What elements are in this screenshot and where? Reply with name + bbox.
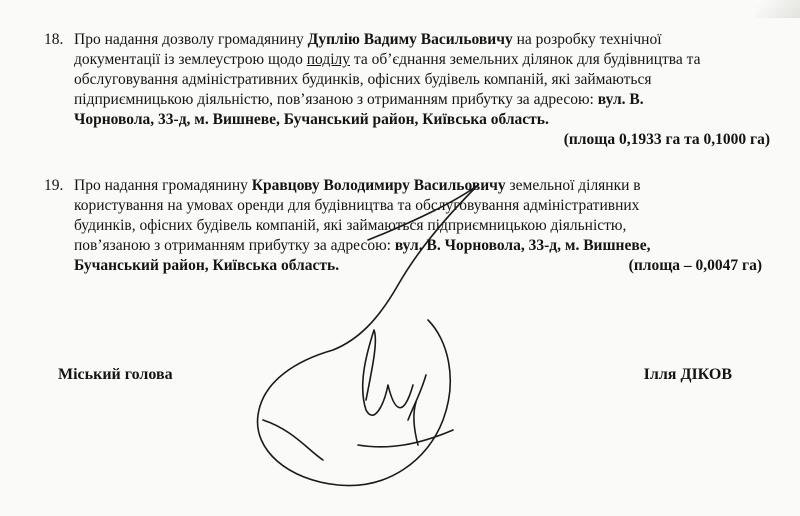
handwritten-signature	[248, 180, 548, 516]
text-run: документації із землеустрою щодо	[74, 51, 307, 68]
text-run: підприємницькою діяльністю, пов’язаною з отриманням прибутку за адресою:	[74, 91, 598, 108]
item-number: 18.	[44, 31, 64, 48]
text-run: на розробку технічної	[512, 31, 662, 48]
item-line: користування на умовах оренди для будівництва та обслуговування адміністративних	[74, 197, 640, 214]
text-run: Про надання громадянину	[74, 177, 252, 194]
text-run: та об’єднання земельних ділянок для будівництва та	[350, 51, 701, 68]
text-run: пов’язаною з отриманням прибутку за адресою:	[74, 237, 395, 254]
address: вул. В.	[597, 91, 644, 108]
item-line	[74, 50, 780, 70]
plot-area: (площа – 0,0047 га)	[628, 257, 762, 274]
address: вул. В. Чорновола, 33-д, м. Вишневе,	[394, 237, 651, 254]
plot-area: (площа 0,1933 га та 0,1000 га)	[563, 131, 770, 148]
item-line: обслуговування адміністративних будинків, офісних будівель компаній, які займаються	[74, 71, 652, 88]
address-line: Чорновола, 33-д, м. Вишневе, Бучанський район, Київська область.	[74, 111, 549, 128]
item-line	[74, 90, 780, 110]
underlined-word: поділу	[306, 51, 351, 68]
signatory-name: Ілля ДІКОВ	[643, 366, 732, 383]
scan-corner-artifact	[756, 0, 800, 18]
text-run: земельної ділянки в	[505, 177, 641, 194]
person-name: Кравцову Володимиру Васильовичу	[251, 177, 506, 194]
address: Бучанський район, Київська область.	[74, 257, 340, 274]
item-number: 19.	[44, 177, 64, 194]
item-line: будинків, офісних будівель компаній, які займаються підприємницькою діяльністю,	[74, 217, 627, 234]
item-text	[74, 30, 780, 150]
item-line	[74, 30, 780, 50]
text-run: Про надання дозволу громадянину	[74, 31, 308, 48]
signatory-title: Міський голова	[58, 366, 173, 383]
person-name: Дуплію Вадиму Васильовичу	[307, 31, 513, 48]
